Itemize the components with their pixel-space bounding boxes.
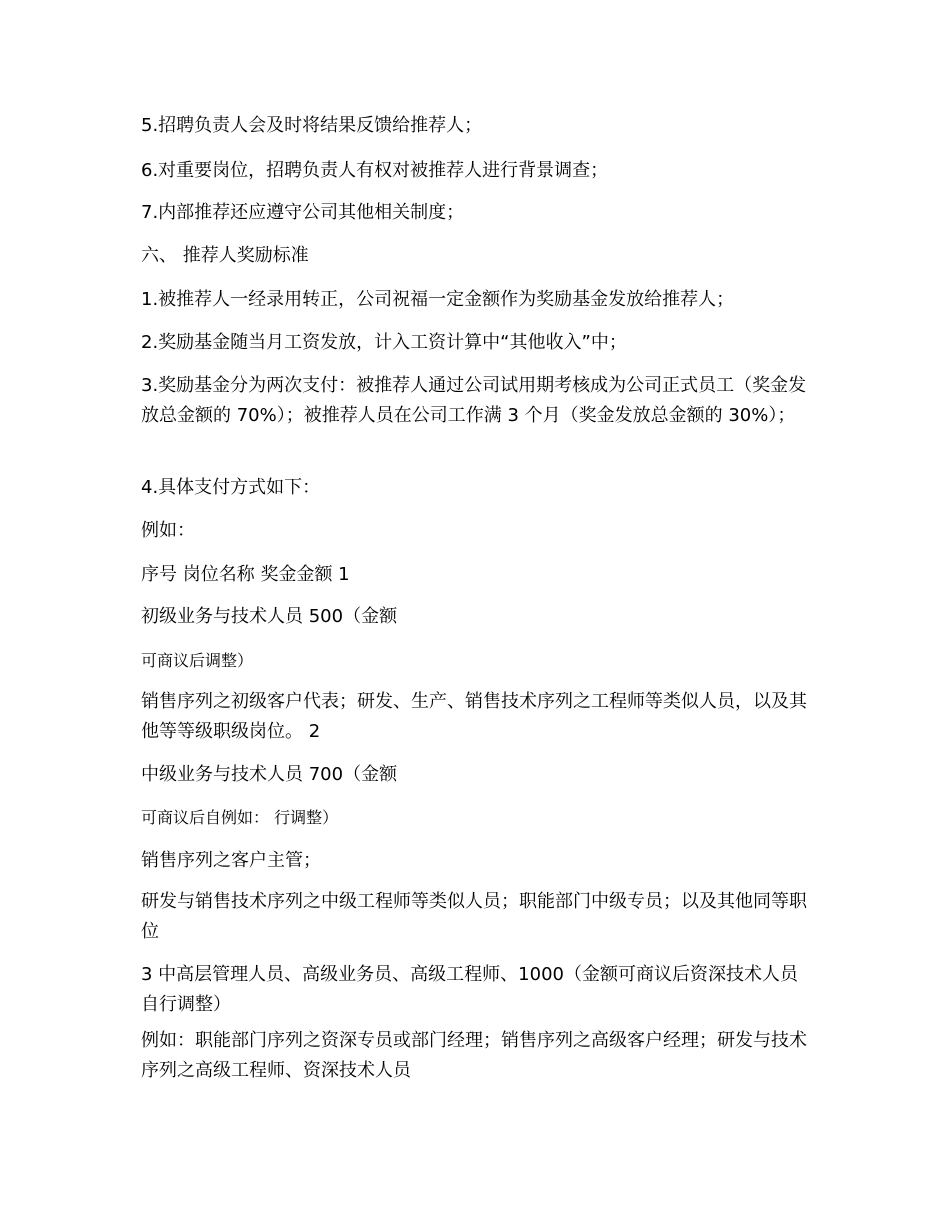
section-heading-6: 六、 推荐人奖励标准	[141, 245, 309, 266]
table-row-middle-desc-2: 研发与销售技术序列之中级工程师等类似人员；职能部门中级专员；以及其他同等职位	[141, 891, 807, 942]
table-row-middle-note: 可商议后自例如： 行调整）	[141, 808, 339, 827]
table-row-senior-desc: 例如：职能部门序列之资深专员或部门经理；销售序列之高级客户经理；研发与技术序列之高级工程师、资深技术人员	[141, 1030, 807, 1081]
table-row-junior-title: 初级业务与技术人员 500（金额	[141, 606, 398, 627]
example-label: 例如：	[141, 520, 195, 541]
table-row-senior-title: 3 中高层管理人员、高级业务员、高级工程师、1000（金额可商议后资深技术人员 自行调整）	[141, 964, 798, 1015]
paragraph-reward-3: 3.奖励基金分为两次支付：被推荐人通过公司试用期考核成为公司正式员工（奖金发放总金额的 70%）；被推荐人员在公司工作满 3 个月（奖金发放总金额的 30%）；	[141, 375, 807, 426]
paragraph-reward-1: 1.被推荐人一经录用转正，公司祝福一定金额作为奖励基金发放给推荐人；	[141, 289, 735, 310]
paragraph-rule-6: 6.对重要岗位，招聘负责人有权对被推荐人进行背景调查；	[141, 160, 609, 181]
paragraph-rule-5: 5.招聘负责人会及时将结果反馈给推荐人；	[141, 115, 483, 136]
paragraph-rule-7: 7.内部推荐还应遵守公司其他相关制度；	[141, 202, 465, 223]
table-header-line: 序号 岗位名称 奖金金额 1	[141, 564, 350, 585]
paragraph-reward-2: 2.奖励基金随当月工资发放，计入工资计算中“其他收入”中；	[141, 332, 627, 353]
table-row-junior-note: 可商议后调整）	[141, 651, 254, 670]
table-row-junior-desc: 销售序列之初级客户代表；研发、生产、销售技术序列之工程师等类似人员，以及其他等等级职级岗位。 2	[141, 691, 807, 742]
table-row-middle-desc-1: 销售序列之客户主管；	[141, 850, 321, 871]
paragraph-reward-4: 4.具体支付方式如下：	[141, 477, 321, 498]
table-row-middle-title: 中级业务与技术人员 700（金额	[141, 764, 398, 785]
